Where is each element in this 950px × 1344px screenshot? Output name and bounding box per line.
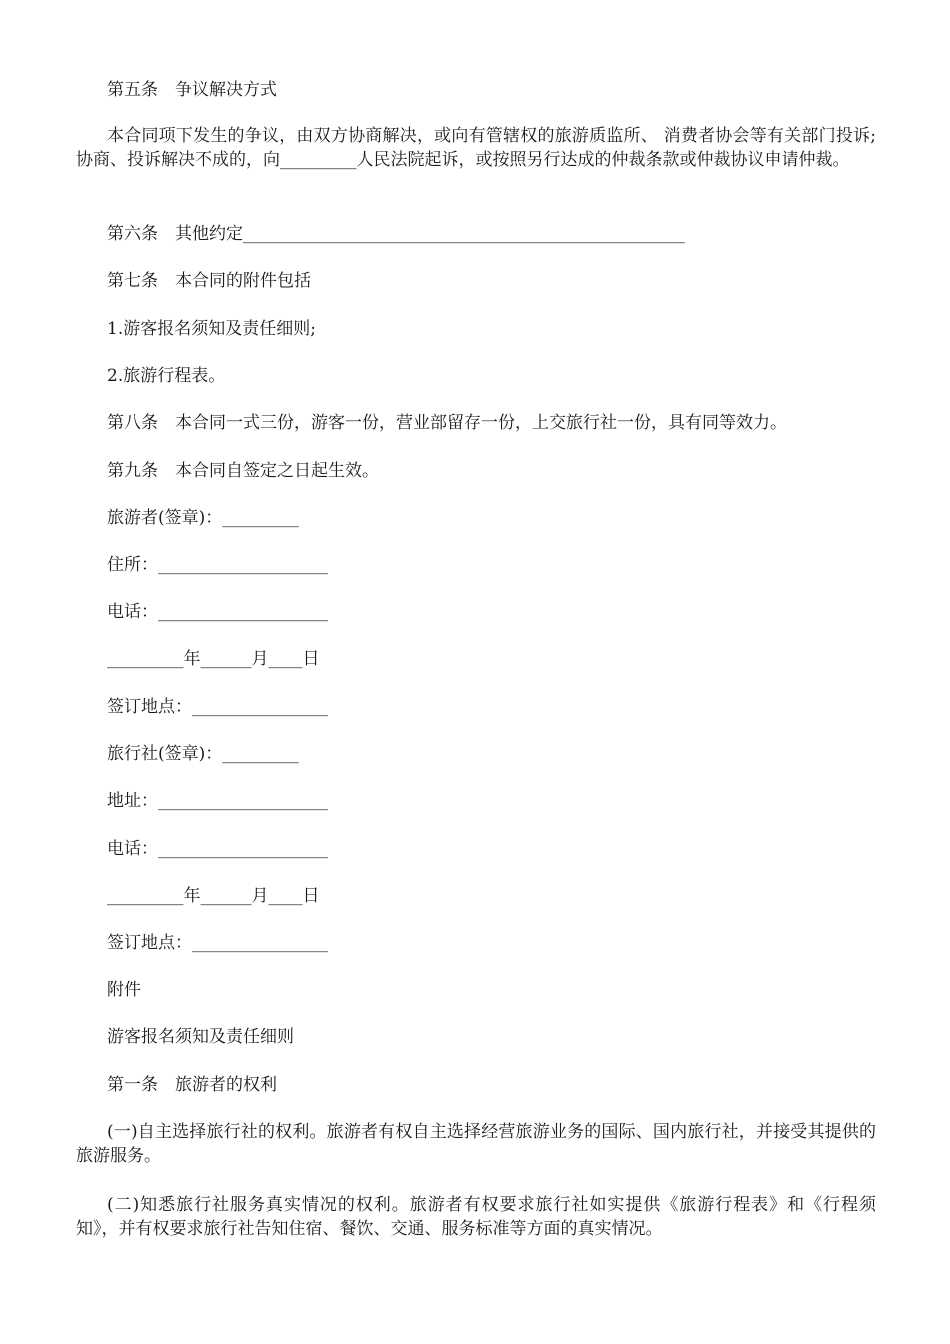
article-5-heading: 第五条 争议解决方式: [107, 80, 277, 100]
appendix-label: 附件: [107, 980, 141, 1000]
attachment-item-1: 1.游客报名须知及责任细则;: [107, 319, 316, 339]
article-7-heading: 第七条 本合同的附件包括: [107, 271, 311, 291]
agency-signing-place-line: 签订地点：________________: [107, 933, 328, 953]
tourist-right-2: (二)知悉旅行社服务真实情况的权利。旅游者有权要求旅行社如实提供《旅游行程表》和《行程须知》，并有权要求旅行社告知住宿、餐饮、交通、服务标准等方面的真实情况。: [76, 1195, 876, 1239]
appendix-title: 游客报名须知及责任细则: [107, 1027, 294, 1047]
attachment-item-2: 2.旅游行程表。: [107, 366, 226, 386]
tourist-signing-place-line: 签订地点：________________: [107, 697, 328, 717]
tourist-signature-line: 旅游者(签章)：_________: [107, 508, 299, 528]
agency-date-line: _________年______月____日: [107, 886, 320, 906]
article-5-body: 本合同项下发生的争议，由双方协商解决，或向有管辖权的旅游质监所、 消费者协会等有关部门投诉;协商、投诉解决不成的，向_________人民法院起诉，或按照另行达成的仲裁条款或仲裁协议申请仲裁。: [76, 126, 876, 170]
tourist-phone-line: 电话：____________________: [107, 602, 328, 622]
article-6-other-terms: 第六条 其他约定____________________________________________________: [107, 224, 685, 244]
appendix-article-1-heading: 第一条 旅游者的权利: [107, 1075, 277, 1095]
article-8: 第八条 本合同一式三份，游客一份，营业部留存一份，上交旅行社一份，具有同等效力。: [107, 413, 787, 433]
article-9: 第九条 本合同自签定之日起生效。: [107, 461, 379, 481]
agency-address-line: 地址：____________________: [107, 791, 328, 811]
tourist-right-1: (一)自主选择旅行社的权利。旅游者有权自主选择经营旅游业务的国际、国内旅行社，并接受其提供的旅游服务。: [76, 1122, 876, 1166]
tourist-date-line: _________年______月____日: [107, 649, 320, 669]
tourist-address-line: 住所：____________________: [107, 555, 328, 575]
agency-signature-line: 旅行社(签章)：_________: [107, 744, 299, 764]
agency-phone-line: 电话：____________________: [107, 839, 328, 859]
